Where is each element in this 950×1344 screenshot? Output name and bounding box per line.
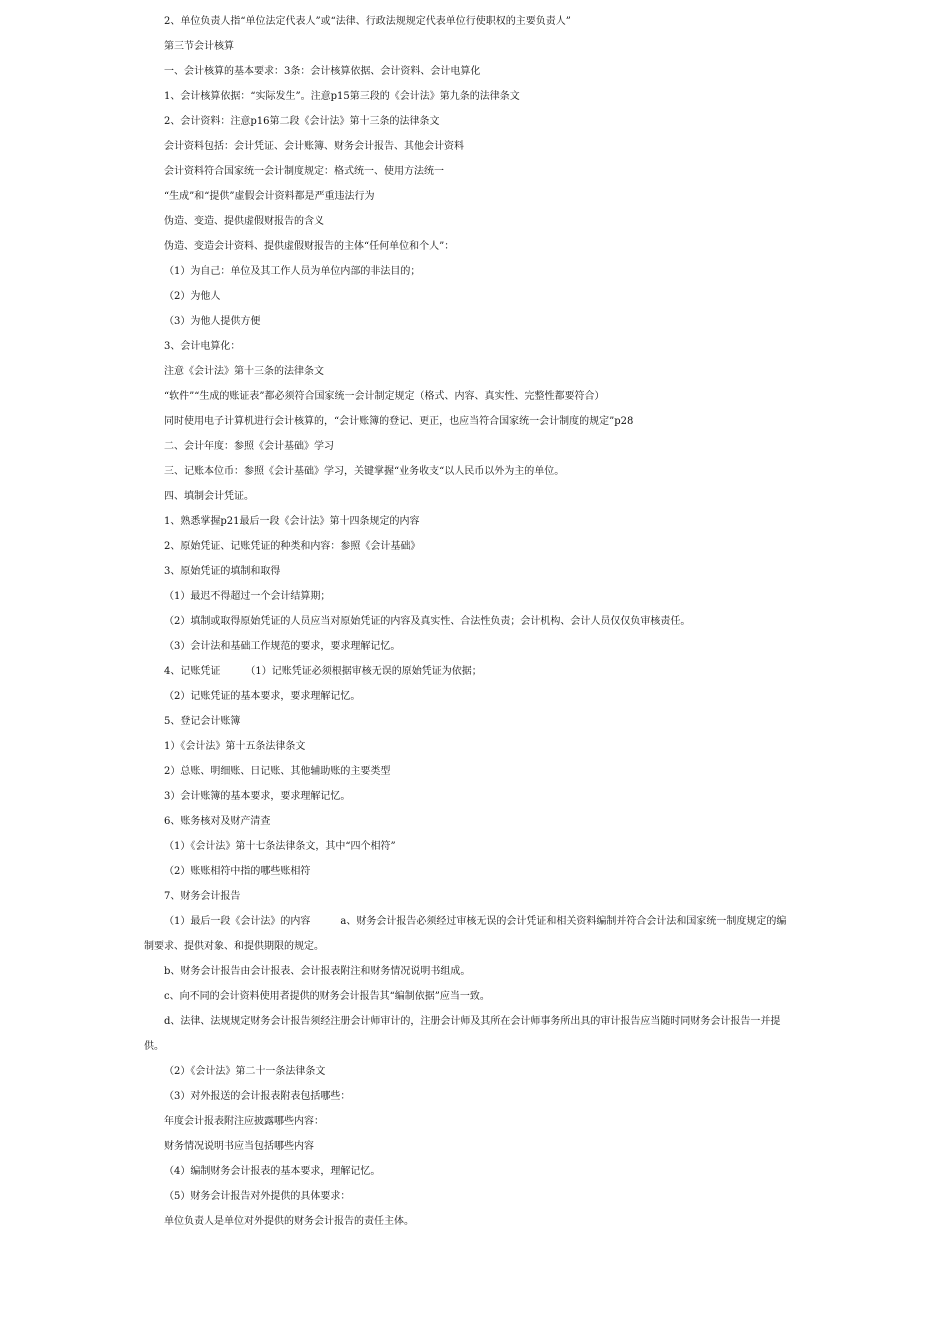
paragraph-line-17: 二、会计年度：参照《会计基础》学习 (164, 441, 334, 452)
paragraph-line-c: c、向不同的会计资料使用者提供的财务会计报告其“编制依据”应当一致。 (164, 991, 490, 1002)
paragraph-line-tail-5: （5）财务会计报告对外提供的具体要求： (164, 1191, 351, 1202)
paragraph-line-tail-1: （3）对外报送的会计报表附表包括哪些： (164, 1091, 351, 1102)
paragraph-line-29: 1）《会计法》第十五条法律条文 (164, 741, 306, 752)
paragraph-line-wrap1-first: （1）最后一段《会计法》的内容 a、财务会计报告必须经过审核无误的会计凭证和相关资料编制并符合会计法和国家统一制度规定的编 (164, 916, 787, 927)
paragraph-line-5: 会计资料包括：会计凭证、会计账簿、财务会计报告、其他会计资料 (164, 141, 464, 152)
paragraph-line-23: （1）最迟不得超过一个会计结算期； (164, 591, 331, 602)
paragraph-line-12: （3）为他人提供方便 (164, 316, 261, 327)
paragraph-line-b: b、财务会计报告由会计报表、会计报表附注和财务情况说明书组成。 (164, 966, 471, 977)
paragraph-line-34: （2）账账相符中指的哪些账相符 (164, 866, 311, 877)
paragraph-line-4: 2、会计资料：注意p16第二段《会计法》第十三条的法律条文 (164, 116, 440, 127)
paragraph-line-25: （3）会计法和基础工作规范的要求，要求理解记忆。 (164, 641, 401, 652)
paragraph-line-35: 7、财务会计报告 (164, 891, 241, 902)
paragraph-line-30: 2）总账、明细账、日记账、其他辅助账的主要类型 (164, 766, 391, 777)
paragraph-line-1: 第三节会计核算 (164, 41, 234, 52)
paragraph-line-14: 注意《会计法》第十三条的法律条文 (164, 366, 324, 377)
tail-lines (144, 1059, 808, 1234)
paragraph-line-tail-3: 财务情况说明书应当包括哪些内容 (164, 1141, 314, 1152)
paragraph-line-0: 2、单位负责人指“单位法定代表人”或“法律、行政法规规定代表单位行使职权的主要负责人” (164, 16, 571, 27)
paragraph-line-19: 四、填制会计凭证。 (164, 491, 254, 502)
paragraph-line-15: “软件”“生成的账证表”都必须符合国家统一会计制定规定（格式、内容、真实性、完整性都要符合） (164, 391, 605, 402)
paragraph-line-7: “生成”和“提供”虚假会计资料都是严重违法行为 (164, 191, 375, 202)
paragraph-line-24: （2）填制或取得原始凭证的人员应当对原始凭证的内容及真实性、合法性负责；会计机构、会计人员仅仅负审核责任。 (164, 616, 691, 627)
paragraph-line-tail-0: （2）《会计法》第二十一条法律条文 (164, 1066, 326, 1077)
paragraph-line-wrap1-rest: 制要求、提供对象、和提供期限的规定。 (144, 941, 324, 952)
paragraph-line-28: 5、登记会计账簿 (164, 716, 241, 727)
paragraph-line-20: 1、熟悉掌握p21最后一段《会计法》第十四条规定的内容 (164, 516, 420, 527)
paragraph-line-2: 一、会计核算的基本要求：3条：会计核算依据、会计资料、会计电算化 (164, 66, 481, 77)
paragraph-line-22: 3、原始凭证的填制和取得 (164, 566, 281, 577)
paragraph-line-27: （2）记账凭证的基本要求，要求理解记忆。 (164, 691, 361, 702)
paragraph-line-16: 同时使用电子计算机进行会计核算的，“会计账簿的登记、更正，也应当符合国家统一会计制度的规定”p28 (164, 416, 634, 427)
document-body (144, 9, 808, 1234)
paragraph-line-8: 伪造、变造、提供虚假财报告的含义 (164, 216, 324, 227)
paragraph-line-13: 3、会计电算化： (164, 341, 241, 352)
paragraph-line-tail-6: 单位负责人是单位对外提供的财务会计报告的责任主体。 (164, 1216, 414, 1227)
paragraph-line-31: 3）会计账簿的基本要求，要求理解记忆。 (164, 791, 351, 802)
paragraph-line-tail-2: 年度会计报表附注应披露哪些内容： (164, 1116, 324, 1127)
paragraph-line-21: 2、原始凭证、记账凭证的种类和内容：参照《会计基础》 (164, 541, 421, 552)
paragraph-line-26: 4、记账凭证 （1）记账凭证必须根据审核无误的原始凭证为依据； (164, 666, 482, 677)
paragraph-line-10: （1）为自己：单位及其工作人员为单位内部的非法目的； (164, 266, 421, 277)
paragraph-line-3: 1、会计核算依据：“实际发生”。注意p15第三段的《会计法》第九条的法律条文 (164, 91, 520, 102)
paragraph-line-6: 会计资料符合国家统一会计制度规定：格式统一、使用方法统一 (164, 166, 444, 177)
paragraph-line-9: 伪造、变造会计资料、提供虚假财报告的主体“任何单位和个人”： (164, 241, 455, 252)
paragraph-line-32: 6、账务核对及财产清查 (164, 816, 271, 827)
paragraph-line-wrap2-first: d、法律、法规规定财务会计报告须经注册会计师审计的，注册会计师及其所在会计师事务所出具的审计报告应当随时同财务会计报告一并提 (164, 1016, 781, 1027)
main-lines (144, 9, 808, 909)
paragraph-line-33: （1）《会计法》第十七条法律条文，其中“四个相符” (164, 841, 396, 852)
paragraph-line-18: 三、记账本位币：参照《会计基础》学习，关键掌握“业务收支“以人民币以外为主的单位。 (164, 466, 565, 477)
paragraph-line-tail-4: （4）编制财务会计报表的基本要求，理解记忆。 (164, 1166, 381, 1177)
paragraph-line-wrap2-rest: 供。 (144, 1041, 164, 1052)
paragraph-line-11: （2）为他人 (164, 291, 221, 302)
